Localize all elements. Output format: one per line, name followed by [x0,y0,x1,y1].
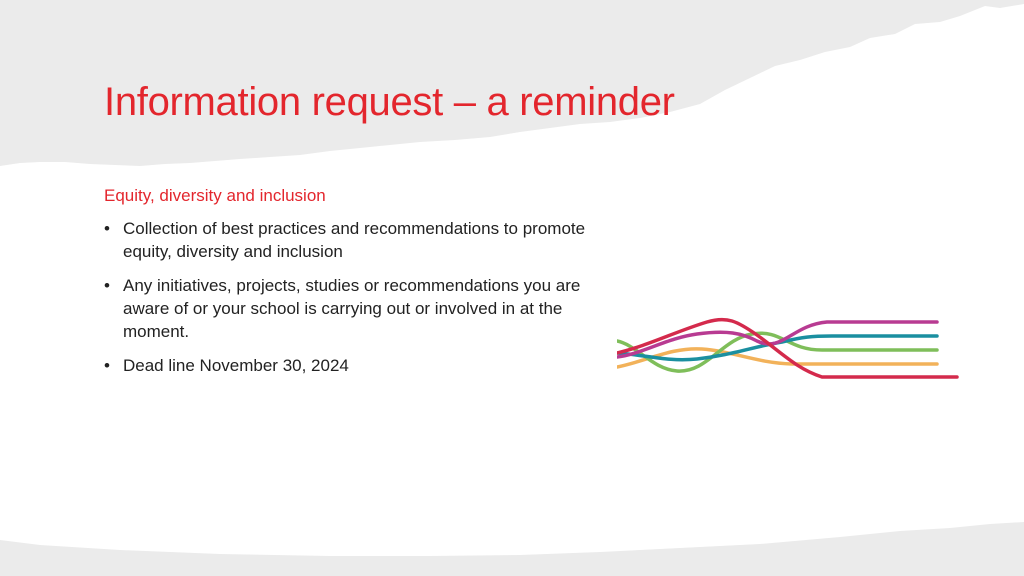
slide-title: Information request – a reminder [104,80,675,124]
content-body [104,186,594,388]
bullet-marker: • [104,356,110,375]
bullet-text: Dead line November 30, 2024 [123,356,349,375]
footer-band [0,522,1024,576]
bullet-text: Any initiatives, projects, studies or recommendations you are aware of or your school is carrying out or involved in at the moment. [123,276,581,341]
bullet-marker: • [104,276,110,295]
decorative-flowing-lines-image [617,297,969,411]
list-item [104,354,594,377]
list-item [104,274,594,343]
section-subheading: Equity, diversity and inclusion [104,186,326,205]
bullet-text: Collection of best practices and recommendations to promote equity, diversity and inclusion [123,219,586,261]
teal-line [617,336,937,360]
bullet-marker: • [104,219,110,238]
list-item [104,217,594,263]
bullet-list [104,217,594,377]
